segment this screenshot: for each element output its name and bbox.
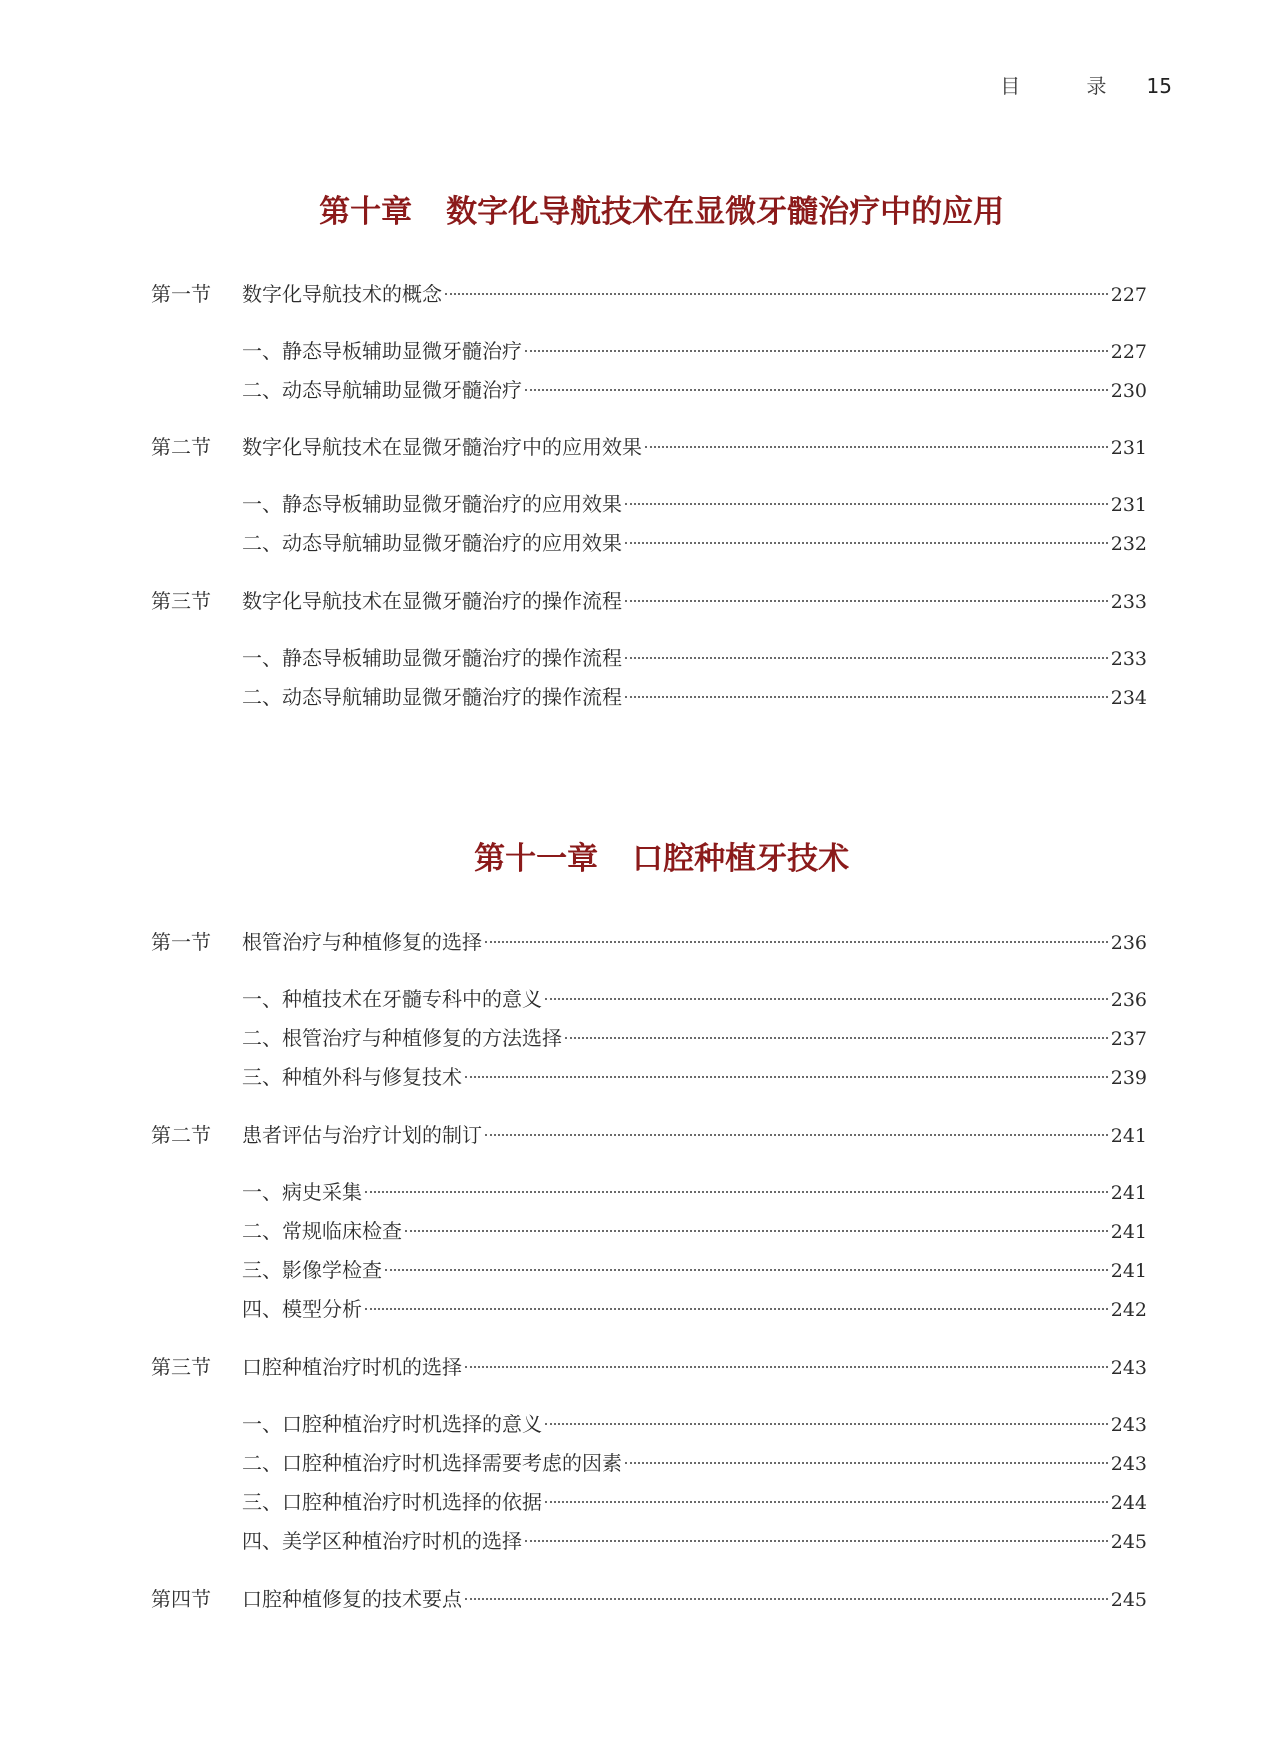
item-page: 243 xyxy=(1110,1414,1147,1436)
item-title: 一、种植技术在牙髓专科中的意义 xyxy=(242,987,542,1011)
dot-leader xyxy=(625,657,1108,659)
section-title: 数字化导航技术的概念 xyxy=(242,282,442,306)
item-title: 二、常规临床检查 xyxy=(242,1219,402,1243)
section-title: 数字化导航技术在显微牙髓治疗的操作流程 xyxy=(242,589,622,613)
toc-item-entry[interactable] xyxy=(242,986,1147,1013)
item-page: 236 xyxy=(1110,989,1147,1011)
toc-item-entry[interactable] xyxy=(242,684,1147,711)
dot-leader xyxy=(465,1076,1108,1078)
dot-leader xyxy=(645,446,1108,448)
item-page: 234 xyxy=(1110,687,1147,709)
dot-leader xyxy=(545,1501,1108,1503)
item-title: 三、种植外科与修复技术 xyxy=(242,1065,462,1089)
dot-leader xyxy=(545,998,1108,1000)
section-page: 236 xyxy=(1110,932,1147,954)
chapter-label: 第十一章 xyxy=(474,841,599,877)
dot-leader xyxy=(465,1598,1108,1600)
toc-item-entry[interactable] xyxy=(242,1411,1147,1438)
dot-leader xyxy=(465,1366,1108,1368)
item-title: 二、动态导航辅助显微牙髓治疗的应用效果 xyxy=(242,531,622,555)
dot-leader xyxy=(385,1269,1108,1271)
section-title: 口腔种植修复的技术要点 xyxy=(242,1587,462,1611)
item-page: 244 xyxy=(1110,1492,1147,1514)
dot-leader xyxy=(365,1308,1108,1310)
dot-leader xyxy=(525,350,1108,352)
running-head-label: 目 录 xyxy=(1000,74,1137,98)
dot-leader xyxy=(365,1191,1108,1193)
item-title: 一、静态导板辅助显微牙髓治疗的应用效果 xyxy=(242,492,622,516)
section-title: 根管治疗与种植修复的选择 xyxy=(242,930,482,954)
section-number: 第三节 xyxy=(151,589,211,613)
toc-section-entry[interactable] xyxy=(151,1354,1147,1381)
section-number: 第一节 xyxy=(151,930,211,954)
toc-item-entry[interactable] xyxy=(242,645,1147,672)
page-number: 15 xyxy=(1146,74,1172,98)
item-page: 245 xyxy=(1110,1531,1147,1553)
item-page: 241 xyxy=(1110,1221,1147,1243)
item-page: 241 xyxy=(1110,1260,1147,1282)
section-number: 第二节 xyxy=(151,435,211,459)
section-title: 口腔种植治疗时机的选择 xyxy=(242,1355,462,1379)
item-title: 二、口腔种植治疗时机选择需要考虑的因素 xyxy=(242,1451,622,1475)
toc-item-entry[interactable] xyxy=(242,1179,1147,1206)
item-title: 三、影像学检查 xyxy=(242,1258,382,1282)
item-title: 三、口腔种植治疗时机选择的依据 xyxy=(242,1490,542,1514)
toc-section-entry[interactable] xyxy=(151,588,1147,615)
dot-leader xyxy=(485,1134,1108,1136)
section-page: 243 xyxy=(1110,1357,1147,1379)
running-head xyxy=(1000,70,1172,99)
item-page: 232 xyxy=(1110,533,1147,555)
section-title: 数字化导航技术在显微牙髓治疗中的应用效果 xyxy=(242,435,642,459)
toc-item-entry[interactable] xyxy=(242,530,1147,557)
item-page: 227 xyxy=(1110,341,1147,363)
dot-leader xyxy=(545,1423,1108,1425)
dot-leader xyxy=(525,389,1108,391)
dot-leader xyxy=(485,941,1108,943)
section-page: 227 xyxy=(1110,284,1147,306)
section-number: 第一节 xyxy=(151,282,211,306)
section-number: 第三节 xyxy=(151,1355,211,1379)
toc-item-entry[interactable] xyxy=(242,1296,1147,1323)
item-title: 二、根管治疗与种植修复的方法选择 xyxy=(242,1026,562,1050)
toc-item-entry[interactable] xyxy=(242,1064,1147,1091)
item-title: 四、模型分析 xyxy=(242,1297,362,1321)
toc-item-entry[interactable] xyxy=(242,1528,1147,1555)
toc-item-entry[interactable] xyxy=(242,338,1147,365)
item-page: 233 xyxy=(1110,648,1147,670)
chapter-label: 第十章 xyxy=(319,194,413,230)
toc-section-entry[interactable] xyxy=(151,1586,1147,1613)
section-page: 241 xyxy=(1110,1125,1147,1147)
chapter-title xyxy=(0,150,1280,267)
item-page: 230 xyxy=(1110,380,1147,402)
item-page: 241 xyxy=(1110,1182,1147,1204)
toc-item-entry[interactable] xyxy=(242,377,1147,404)
item-title: 一、静态导板辅助显微牙髓治疗 xyxy=(242,339,522,363)
item-page: 242 xyxy=(1110,1299,1147,1321)
dot-leader xyxy=(625,600,1108,602)
item-title: 四、美学区种植治疗时机的选择 xyxy=(242,1529,522,1553)
toc-item-entry[interactable] xyxy=(242,1257,1147,1284)
item-page: 239 xyxy=(1110,1067,1147,1089)
toc-item-entry[interactable] xyxy=(242,1025,1147,1052)
item-page: 231 xyxy=(1110,494,1147,516)
section-number: 第四节 xyxy=(151,1587,211,1611)
toc-section-entry[interactable] xyxy=(151,281,1147,308)
section-page: 231 xyxy=(1110,437,1147,459)
toc-item-entry[interactable] xyxy=(242,1218,1147,1245)
toc-item-entry[interactable] xyxy=(242,1450,1147,1477)
toc-item-entry[interactable] xyxy=(242,491,1147,518)
dot-leader xyxy=(405,1230,1108,1232)
section-page: 233 xyxy=(1110,591,1147,613)
section-number: 第二节 xyxy=(151,1123,211,1147)
dot-leader xyxy=(525,1540,1108,1542)
section-title: 患者评估与治疗计划的制订 xyxy=(242,1123,482,1147)
item-title: 二、动态导航辅助显微牙髓治疗的操作流程 xyxy=(242,685,622,709)
section-page: 245 xyxy=(1110,1589,1147,1611)
toc-section-entry[interactable] xyxy=(151,929,1147,956)
toc-section-entry[interactable] xyxy=(151,1122,1147,1149)
dot-leader xyxy=(445,293,1108,295)
dot-leader xyxy=(565,1037,1108,1039)
dot-leader xyxy=(625,542,1108,544)
toc-section-entry[interactable] xyxy=(151,434,1147,461)
item-page: 237 xyxy=(1110,1028,1147,1050)
item-title: 一、静态导板辅助显微牙髓治疗的操作流程 xyxy=(242,646,622,670)
chapter-name: 数字化导航技术在显微牙髓治疗中的应用 xyxy=(446,194,1005,230)
dot-leader xyxy=(625,1462,1108,1464)
dot-leader xyxy=(625,503,1108,505)
toc-item-entry[interactable] xyxy=(242,1489,1147,1516)
chapter-name: 口腔种植牙技术 xyxy=(632,841,850,877)
item-title: 一、口腔种植治疗时机选择的意义 xyxy=(242,1412,542,1436)
item-title: 二、动态导航辅助显微牙髓治疗 xyxy=(242,378,522,402)
dot-leader xyxy=(625,696,1108,698)
chapter-title xyxy=(0,797,1280,914)
item-page: 243 xyxy=(1110,1453,1147,1475)
item-title: 一、病史采集 xyxy=(242,1180,362,1204)
